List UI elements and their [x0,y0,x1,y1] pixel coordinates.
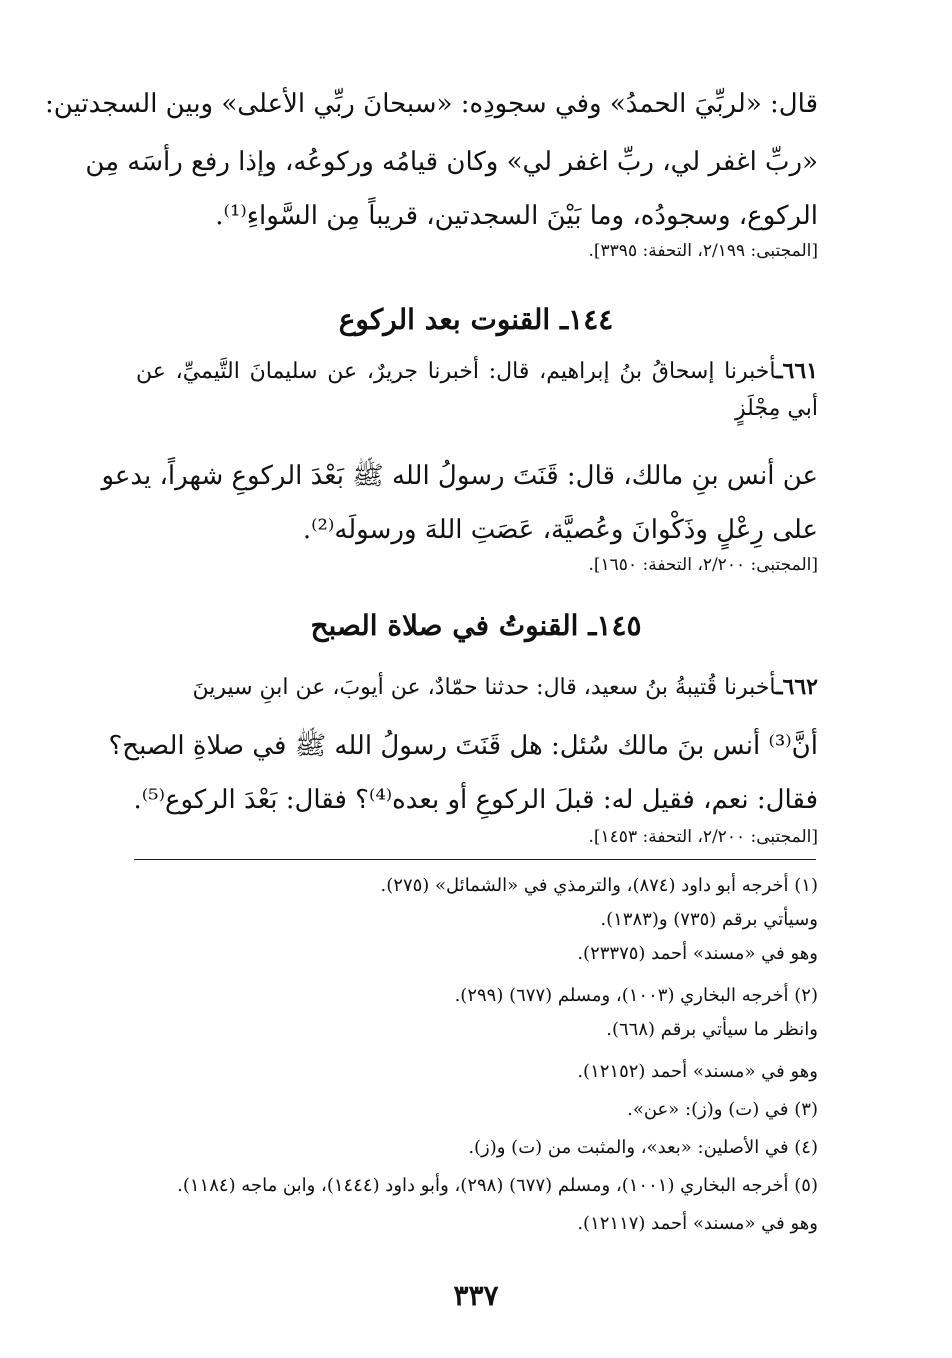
hadith-text-line: أنَّ⁽³⁾ أنس بنَ مالك سُئل: هل قَنَتَ رسولُ الله ﷺ في صلاةِ الصبح؟ [108,731,818,761]
source-reference: [المجتبى: ٢/٢٠٠، التحفة: ١٦٥٠]. [588,555,818,575]
body-line: «ربِّ اغفر لي، ربِّ اغفر لي» وكان قيامُه وركوعُه، وإذا رفع رأسَه مِن [85,147,818,177]
footnote: وهو في «مسند» أحمد (١٢١٥٢). [577,1061,818,1082]
footnote: (٣) في (ت) و(ز): «عن». [627,1099,818,1120]
hadith-isnad-text: أخبرنا إسحاقُ بنُ إبراهيم، قال: أخبرنا جريرٌ، عن سليمانَ التَّيميِّ، عن [136,359,777,384]
page-number: ٣٣٧ [453,1279,499,1312]
hadith-isnad-line [136,670,818,705]
source-reference: [المجتبى: ٢/١٩٩، التحفة: ٣٣٩٥]. [588,241,818,261]
footnote: وهو في «مسند» أحمد (١٢١١٧). [577,1213,818,1234]
hadith-isnad-text: أخبرنا قُتيبةُ بنُ سعيد، قال: حدثنا حمّادٌ، عن أيوبَ، عن ابنِ سيرينَ [192,675,777,700]
footnote: وهو في «مسند» أحمد (٢٣٣٧٥). [577,943,818,964]
footnote: (٤) في الأصلين: «بعد»، والمثبت من (ت) و(ز). [468,1137,818,1158]
footnote: (٢) أخرجه البخاري (١٠٠٣)، ومسلم (٦٧٧) (٢٩٩). [454,985,818,1006]
hadith-text-line: على رِعْلٍ وذَكْوانَ وعُصيَّة، عَصَتِ اللهَ ورسولَه⁽²⁾. [302,515,818,545]
hadith-number: ٦٦٢ـ [776,674,818,700]
body-line: قال: «لربِّيَ الحمدُ» وفي سجودِه: «سبحانَ ربِّي الأعلى» وبين السجدتين: [45,89,818,119]
body-line: الركوع، وسجودُه، وما بَيْنَ السجدتين، قريباً مِن السَّواءِ⁽¹⁾. [215,201,818,231]
chapter-heading: ١٤٤ـ القنوت بعد الركوع [338,303,614,336]
source-reference: [المجتبى: ٢/٢٠٠، التحفة: ١٤٥٣]. [588,827,818,847]
footnote: (٥) أخرجه البخاري (١٠٠١)، ومسلم (٦٧٧) (٢٩٨)، وأبو داود (١٤٤٤)، وابن ماجه (١١٨٤). [177,1175,818,1196]
footnote: (١) أخرجه أبو داود (٨٧٤)، والترمذي في «الشمائل» (٢٧٥). [380,875,818,896]
hadith-isnad-line: أبي مِجْلَزٍ [735,396,818,421]
hadith-text-line: فقال: نعم، فقيل له: قبلَ الركوعِ أو بعده⁽⁴⁾؟ فقال: بَعْدَ الركوع⁽⁵⁾. [133,785,818,815]
footnote: وسيأتي برقم (٧٣٥) و(١٣٨٣). [600,909,818,930]
footnote-divider [134,859,816,860]
hadith-text-line: عن أنس بنِ مالك، قال: قَنَتَ رسولُ الله ﷺ بَعْدَ الركوعِ شهراً، يدعو [101,461,818,491]
chapter-heading: ١٤٥ـ القنوتُ في صلاة الصبح [310,609,642,642]
footnote: وانظر ما سيأتي برقم (٦٦٨). [606,1019,818,1040]
hadith-isnad-line [136,354,818,389]
hadith-number: ٦٦١ـ [776,358,818,384]
